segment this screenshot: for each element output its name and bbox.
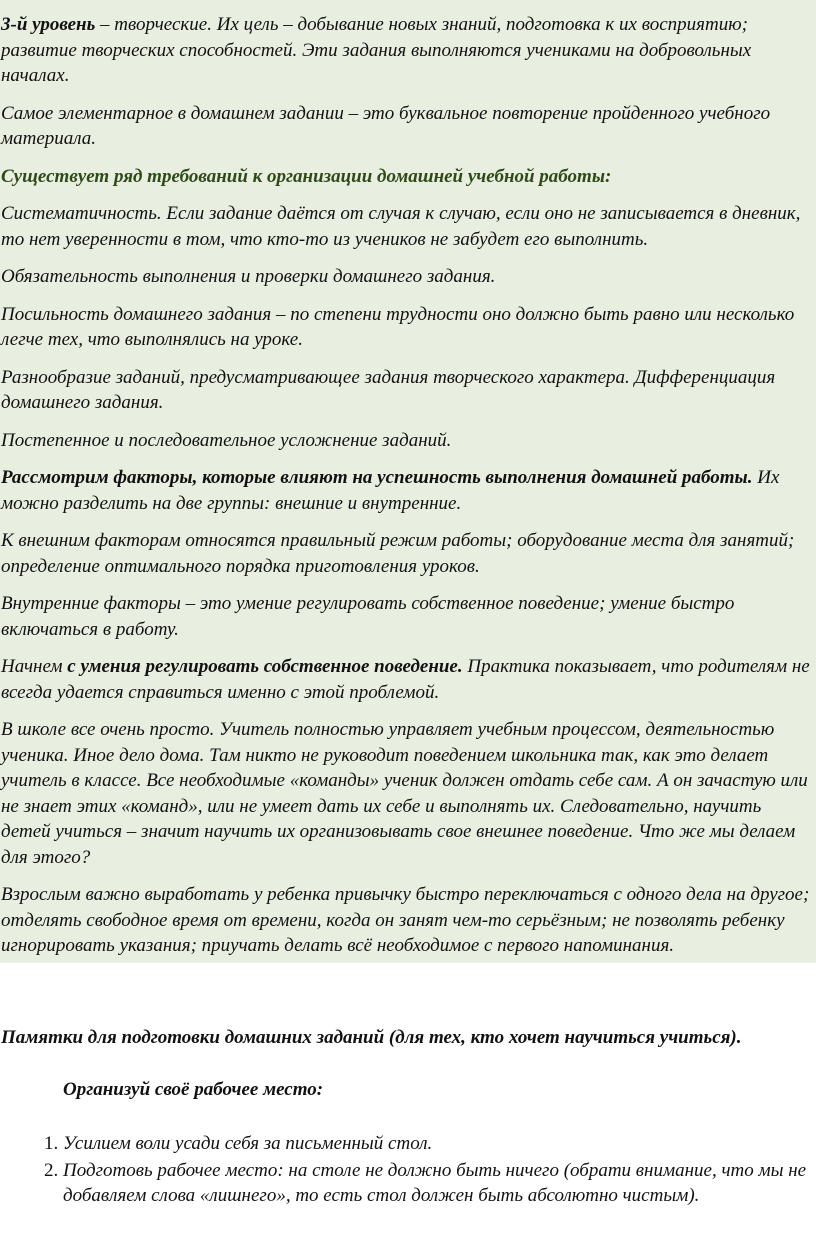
paragraph-factors <box>1 465 814 516</box>
paragraph-external-factors: К внешним факторам относятся правильный режим работы; оборудование места для занятий; определение оптимального порядка приготовления уроков. <box>1 530 795 577</box>
level-3-text: – творческие. Их цель – добывание новых знаний, подготовка к их восприятию; развитие творческих способностей. Эти задания выполняются учениками на добровольных началах. <box>1 14 752 86</box>
self-regulation-text: Практика показывает, что родителям не всегда удается справиться именно с этой проблемой. <box>1 656 810 703</box>
paragraph-variety: Разнообразие заданий, предусматривающее задания творческого характера. Дифференциация домашнего задания. <box>1 366 776 413</box>
self-regulation-start: Начнем <box>1 656 68 677</box>
paragraph-self-regulation <box>1 654 814 705</box>
factors-text: Их можно разделить на две группы: внешние и внутренние. <box>1 467 780 514</box>
memo-list <box>1 1131 816 1208</box>
paragraph-obligatory: Обязательность выполнения и проверки домашнего задания. <box>1 266 496 287</box>
list-item: 1. Усилием воли усади себя за письменный стол. <box>63 1131 816 1156</box>
requirements-heading: Существует ряд требований к организации домашней учебной работы: <box>1 165 612 187</box>
paragraph-level-3 <box>1 12 814 89</box>
memo-sub-heading: Организуй своё рабочее место: <box>63 1078 324 1100</box>
level-3-label: 3-й уровень <box>1 14 96 35</box>
factors-bold: Рассмотрим факторы, которые влияют на успешность выполнения домашней работы. <box>1 467 753 488</box>
memo-title: Памятки для подготовки домашних заданий (для тех, кто хочет научиться учиться). <box>1 1026 742 1048</box>
paragraph-internal-factors: Внутренние факторы – это умение регулировать собственное поведение; умение быстро включаться в работу. <box>1 593 735 640</box>
paragraph-school: В школе все очень просто. Учитель полностью управляет учебным процессом, деятельностью ученика. Иное дело дома. Там никто не руководит поведением школьника так, как это делает учитель в классе. Все необходимые «команды» ученик должен отдать себе сам. А он зачастую или не знает этих «команд», или не умеет дать их себе и выполнять их. Следовательно, научить детей учиться – значит научить их организовывать свое внешнее поведение. Что же мы делаем для этого? <box>1 719 808 868</box>
paragraph-elementary: Самое элементарное в домашнем задании – это буквальное повторение пройденного учебного материала. <box>1 102 771 149</box>
paragraph-feasibility: Посильность домашнего задания – по степени трудности оно должно быть равно или несколько легче тех, что выполнялись на уроке. <box>1 303 795 350</box>
memo-section <box>0 1022 816 1208</box>
paragraph-gradual: Постепенное и последовательное усложнение заданий. <box>1 429 452 451</box>
paragraph-adults: Взрослым важно выработать у ребенка привычку быстро переключаться с одного дела на другое; отделять свободное время от времени, когда он занят чем-то серьёзным; не позволять ребенку игнорировать указания; приучать делать всё необходимое с первого напоминания. <box>1 884 810 956</box>
paragraph-systematic: Систематичность. Если задание даётся от случая к случаю, если оно не записывается в дневник, то нет уверенности в том, что кто-то из учеников не забудет его выполнить. <box>1 203 801 250</box>
self-regulation-bold: с умения регулировать собственное поведение. <box>67 656 463 677</box>
list-item: 2. Подготовь рабочее место: на столе не должно быть ничего (обрати внимание, что мы не добавляем слова «лишнего», то есть стол должен быть абсолютно чистым). <box>63 1158 816 1208</box>
